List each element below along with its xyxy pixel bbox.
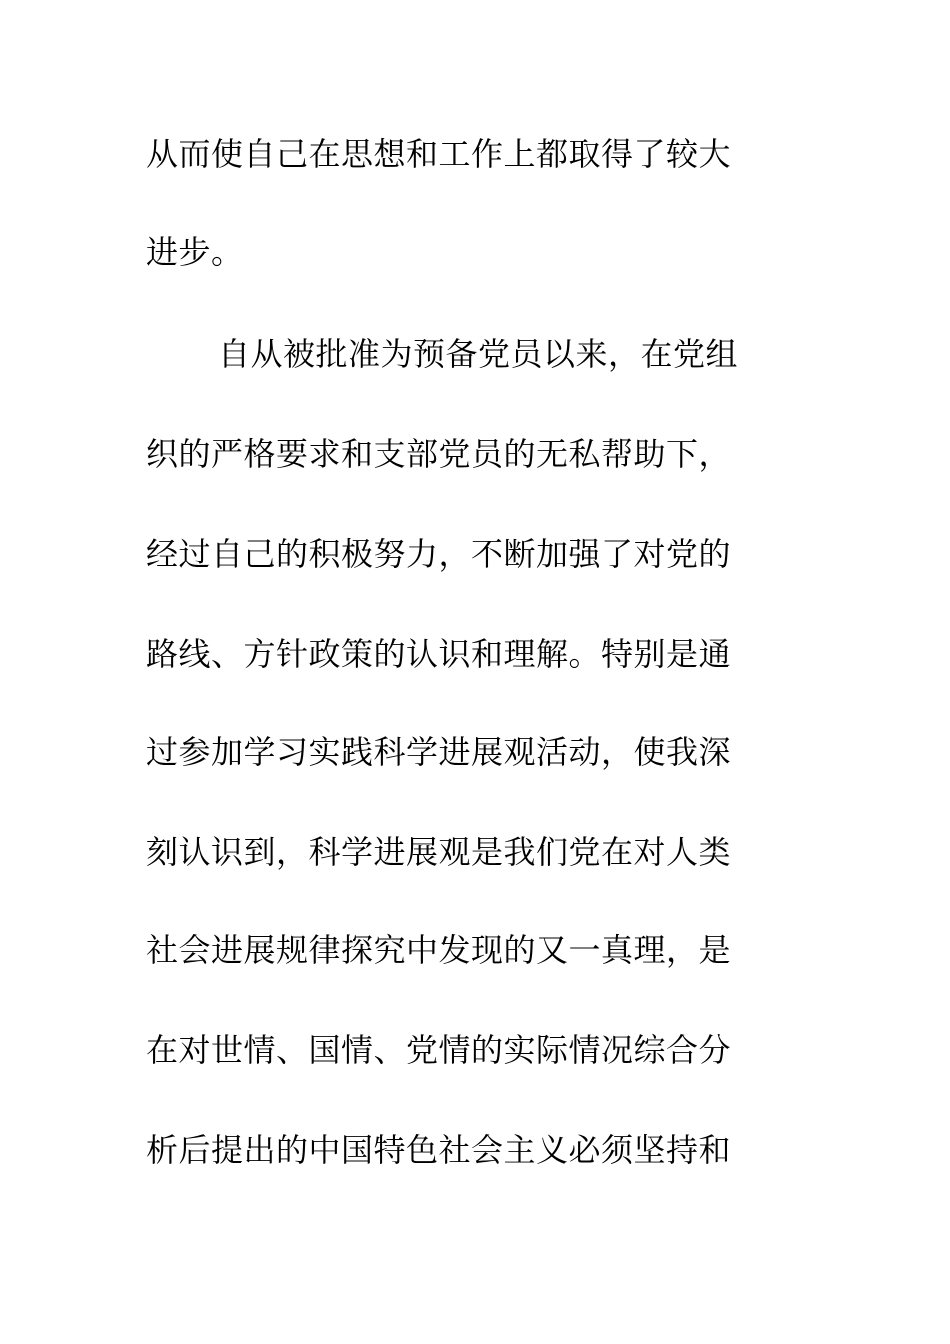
text-line: 在对世情、国情、党情的实际情况综合分 <box>146 1031 732 1069</box>
text-line: 刻认识到，科学进展观是我们党在对人类 <box>146 833 732 871</box>
text-line: 社会进展规律探究中发现的又一真理，是 <box>146 931 732 969</box>
text-line: 织的严格要求和支部党员的无私帮助下， <box>146 435 732 473</box>
text-line: 析后提出的中国特色社会主义必须坚持和 <box>146 1131 732 1169</box>
text-line: 过参加学习实践科学进展观活动，使我深 <box>146 733 732 771</box>
text-line: 从而使自己在思想和工作上都取得了较大 <box>146 135 732 173</box>
text-line: 经过自己的积极努力，不断加强了对党的 <box>146 535 732 573</box>
text-line: 路线、方针政策的认识和理解。特别是通 <box>146 635 732 673</box>
paragraph-start-line: 自从被批准为预备党员以来，在党组 <box>218 335 739 373</box>
text-line: 进步。 <box>146 233 244 271</box>
